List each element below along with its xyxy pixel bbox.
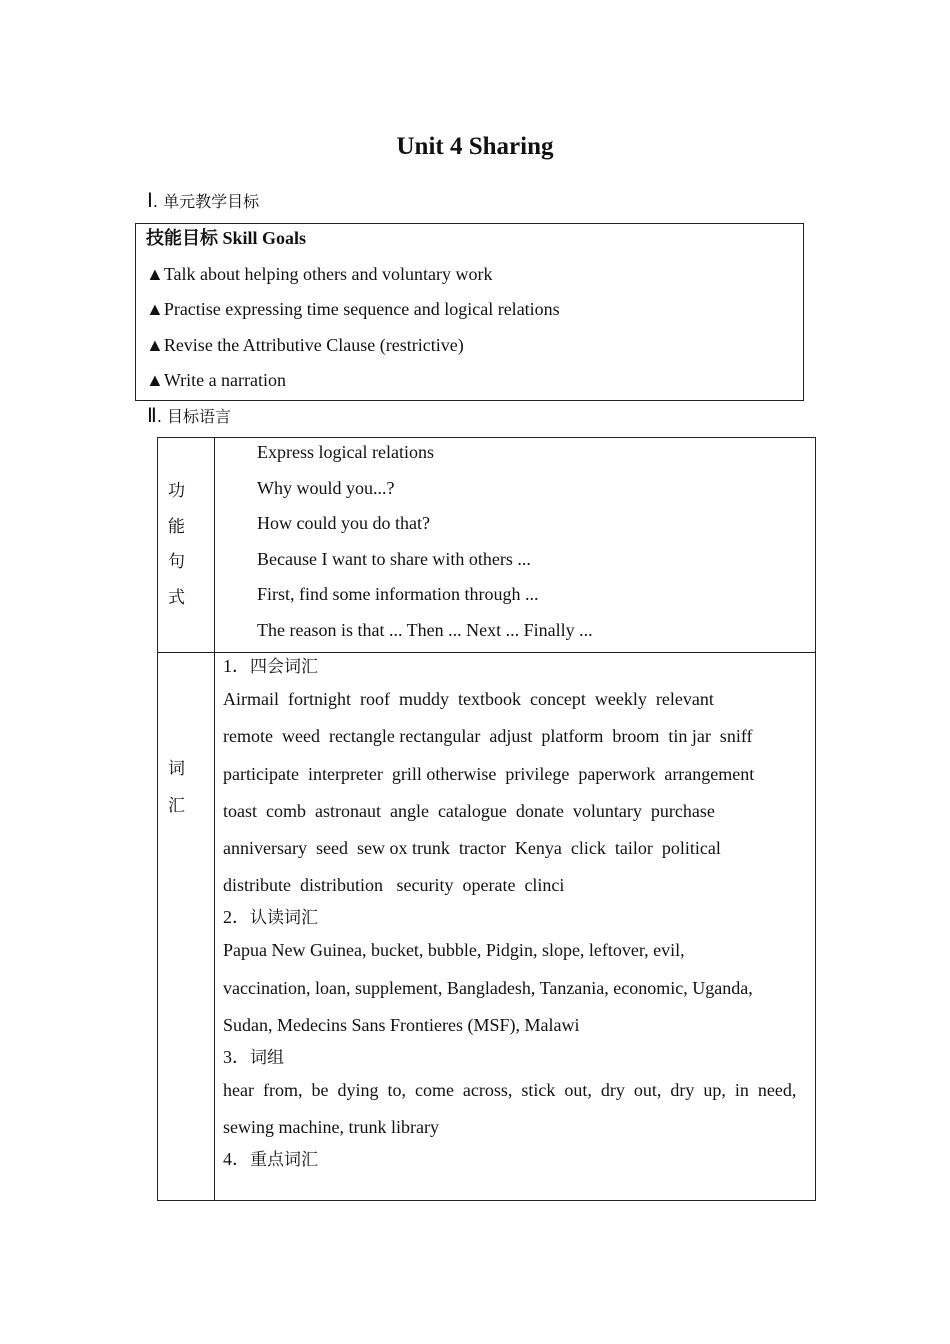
vocabulary-row (158, 652, 815, 1200)
functional-line: First, find some information through ... (257, 584, 539, 604)
skill-goals-heading: 技能目标 Skill Goals (146, 228, 307, 248)
functional-row (158, 438, 815, 652)
vocab-line: vaccination, loan, supplement, Bangladesh, Tanzania, economic, Uganda, (223, 977, 753, 998)
functional-line: Why would you...? (257, 477, 395, 498)
skill-goal-item: ▲Practise expressing time sequence and logical relations (146, 299, 560, 319)
functional-line: The reason is that ... Then ... Next ... Finally ... (257, 619, 593, 640)
functional-content (215, 438, 815, 652)
section-number: Ⅱ (147, 405, 157, 427)
functional-line: Express logical relations (257, 442, 434, 462)
vocab-line: Sudan, Medecins Sans Frontieres (MSF), Malawi (223, 1015, 580, 1036)
target-language-table (157, 437, 816, 1201)
section-heading-2 (147, 403, 231, 428)
functional-label: 功 能 句 式 (158, 438, 215, 652)
vocab-line: Papua New Guinea, bucket, bubble, Pidgin, slope, leftover, evil, (223, 940, 685, 961)
functional-line: How could you do that? (257, 513, 430, 533)
vocab-line: distribute distribution security operate clinci (223, 875, 565, 896)
section-label: . 目标语言 (156, 407, 232, 426)
vocab-line: sewing machine, trunk library (223, 1117, 439, 1138)
skill-goals-box (135, 223, 804, 401)
skill-goal-item: ▲Write a narration (146, 370, 287, 390)
vocab-group-heading: 3．词组 (223, 1047, 284, 1069)
vocab-line: toast comb astronaut angle catalogue donate voluntary purchase (223, 800, 715, 821)
vocabulary-content (215, 653, 815, 1200)
vocabulary-label: 词 汇 (158, 653, 215, 1200)
skill-goal-item: ▲Talk about helping others and voluntary work (146, 263, 493, 284)
vocab-group-heading: 2．认读词汇 (223, 907, 318, 929)
vocab-group-heading: 4．重点词汇 (223, 1149, 318, 1171)
vocab-line: participate interpreter grill otherwise privilege paperwork arrangement (223, 763, 755, 784)
section-number: Ⅰ (147, 190, 153, 212)
functional-line: Because I want to share with others ... (257, 548, 531, 569)
vocab-line: Airmail fortnight roof muddy textbook concept weekly relevant (223, 689, 714, 709)
vocab-line: hear from, be dying to, come across, stick out, dry out, dry up, in need, (223, 1080, 797, 1101)
vocab-line: anniversary seed sew ox trunk tractor Kenya click tailor political (223, 838, 721, 859)
vocab-line: remote weed rectangle rectangular adjust platform broom tin jar sniff (223, 726, 753, 747)
document-title: Unit 4 Sharing (396, 133, 554, 160)
skill-goal-item: ▲Revise the Attributive Clause (restrictive) (146, 334, 464, 355)
section-heading-1 (147, 188, 259, 213)
section-label: . 单元教学目标 (152, 192, 260, 211)
vocab-group-heading: 1．四会词汇 (223, 656, 318, 677)
